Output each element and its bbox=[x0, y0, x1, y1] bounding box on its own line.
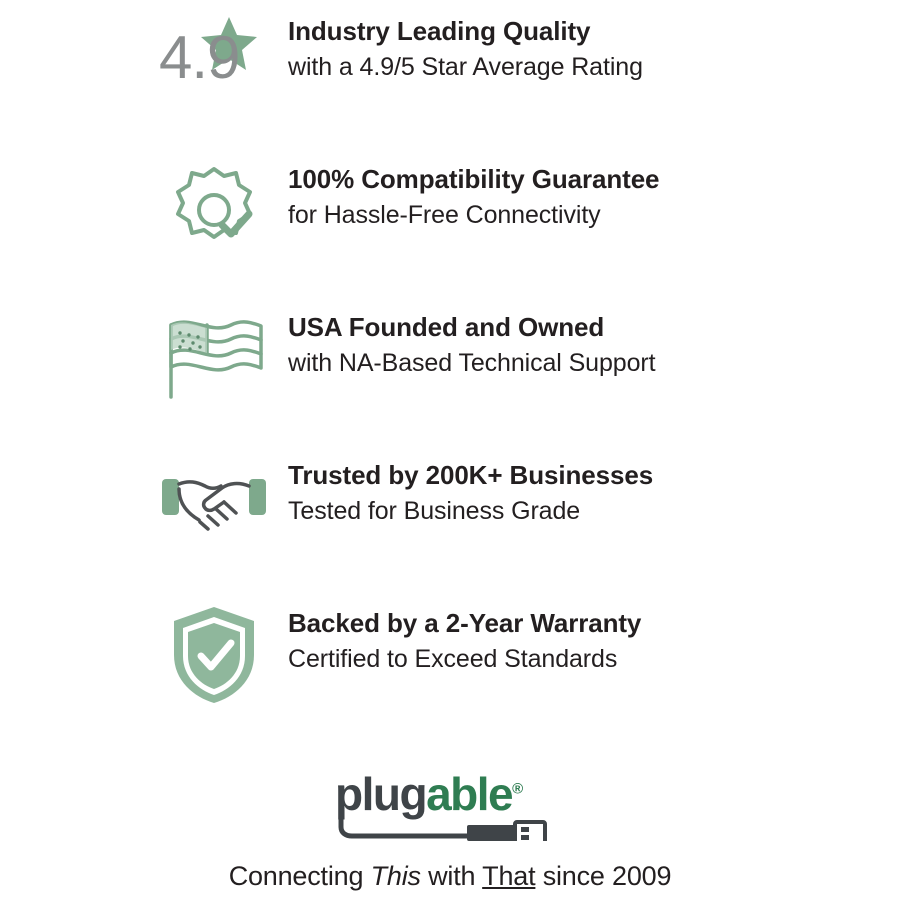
tagline-mid: with bbox=[420, 861, 483, 891]
shield-check-icon bbox=[168, 603, 260, 707]
footer bbox=[0, 768, 900, 900]
rating-value: 4.9 bbox=[159, 24, 240, 91]
feature-subtitle: with a 4.9/5 Star Average Rating bbox=[288, 52, 643, 81]
feature-text bbox=[288, 452, 653, 527]
feature-title: Industry Leading Quality bbox=[288, 16, 591, 46]
feature-icon-cell bbox=[140, 600, 288, 710]
tagline-pre: Connecting bbox=[228, 861, 371, 891]
feature-row bbox=[0, 8, 900, 156]
feature-title: 100% Compatibility Guarantee bbox=[288, 164, 660, 194]
feature-icon-cell bbox=[140, 156, 288, 266]
tagline-underline: That bbox=[482, 861, 536, 891]
feature-row bbox=[0, 452, 900, 600]
feature-subtitle: with NA-Based Technical Support bbox=[288, 348, 656, 377]
feature-list bbox=[0, 8, 900, 748]
tagline bbox=[229, 861, 672, 892]
feature-row bbox=[0, 600, 900, 748]
feature-text bbox=[288, 156, 659, 231]
handshake-icon bbox=[158, 467, 270, 547]
feature-subtitle: Certified to Exceed Standards bbox=[288, 644, 618, 673]
feature-row bbox=[0, 156, 900, 304]
logo-part-plug: plug bbox=[335, 768, 427, 820]
plugable-logo bbox=[335, 768, 565, 839]
rating-star-icon bbox=[159, 17, 269, 109]
feature-text bbox=[288, 600, 641, 675]
feature-icon-cell bbox=[140, 8, 288, 118]
feature-title: Trusted by 200K+ Businesses bbox=[288, 460, 654, 490]
usa-flag-icon bbox=[159, 309, 269, 409]
feature-title: USA Founded and Owned bbox=[288, 312, 605, 342]
feature-icon-cell bbox=[140, 452, 288, 562]
registered-trademark-symbol: ® bbox=[512, 780, 524, 798]
feature-text bbox=[288, 304, 655, 379]
feature-title: Backed by a 2-Year Warranty bbox=[288, 608, 642, 638]
usb-connector-icon bbox=[335, 811, 565, 841]
gear-check-icon bbox=[162, 159, 266, 263]
feature-text bbox=[288, 8, 643, 83]
feature-subtitle: for Hassle-Free Connectivity bbox=[288, 200, 601, 229]
feature-subtitle: Tested for Business Grade bbox=[288, 496, 581, 525]
feature-row bbox=[0, 304, 900, 452]
tagline-post: since 2009 bbox=[535, 861, 672, 891]
tagline-italic: This bbox=[370, 861, 421, 891]
logo-part-able: able bbox=[426, 768, 513, 820]
feature-icon-cell bbox=[140, 304, 288, 414]
